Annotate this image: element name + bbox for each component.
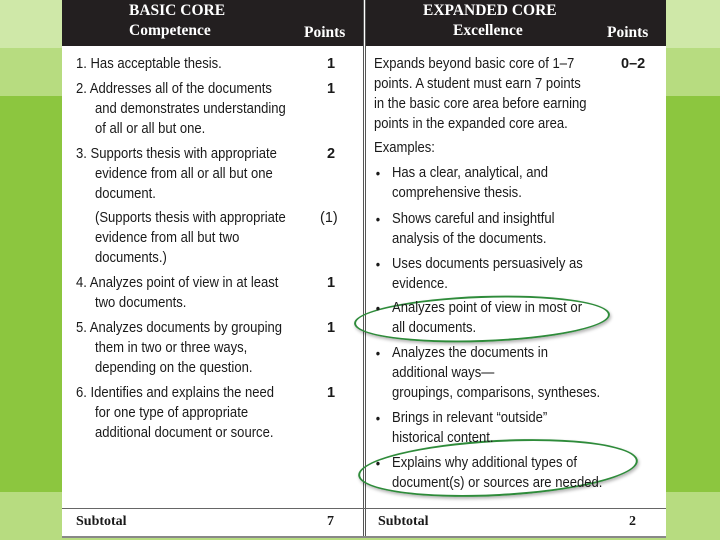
basic-item-text: evidence from all but two [95,230,240,246]
basic-item-text: 6. Identifies and explains the need [76,385,275,401]
examples-label: Examples: [374,140,435,156]
basic-subtotal-label: Subtotal [76,514,127,529]
basic-item-text: document. [95,186,156,202]
expanded-bullet-text: • Has a clear, analytical, and [392,163,548,183]
basic-subtotal-value: 7 [327,514,334,529]
basic-core-header [62,0,363,46]
expanded-bullet-text: comprehensive thesis. [392,185,522,201]
basic-item-text: and demonstrates understanding [95,101,286,117]
expanded-subtotal-label: Subtotal [378,514,429,529]
expanded-bullet-text: • Analyzes point of view in most or [392,298,582,318]
basic-item-text: them in two or three ways, [95,340,248,356]
basic-core-subtitle: Competence [129,22,211,39]
basic-item-text: 5. Analyzes documents by grouping [76,320,283,336]
basic-item-text: 3. Supports thesis with appropriate [76,146,277,162]
basic-item-text: 2. Addresses all of the documents [76,81,272,97]
expanded-bullet-text: document(s) or sources are needed. [392,475,603,491]
expanded-bullet-text: • Brings in relevant “outside” [392,408,547,428]
basic-item-points: 1 [327,320,336,336]
expanded-core-title: EXPANDED CORE [423,2,557,19]
expanded-core-subtitle: Excellence [453,22,523,39]
expanded-intro-text: in the basic core area before earning [374,96,587,112]
expanded-bullet-text: analysis of the documents. [392,231,547,247]
expanded-bullet-text: • Shows careful and insightful [392,209,555,229]
expanded-bullet-text: • Analyzes the documents in [392,343,548,363]
expanded-bullet-text: evidence. [392,276,448,292]
basic-points-header: Points [304,24,346,41]
expanded-intro-text: Expands beyond basic core of 1–7 [374,56,575,72]
basic-item-text: 4. Analyzes point of view in at least [76,275,279,291]
column-divider [363,0,364,538]
basic-item-text: of all or all but one. [95,121,206,137]
expanded-bullet-text: groupings, comparisons, syntheses. [392,385,601,401]
basic-item-points: (1) [320,210,338,226]
expanded-core-header [366,0,666,46]
expanded-points-header: Points [607,24,649,41]
column-divider-2 [365,0,366,538]
basic-item-text: depending on the question. [95,360,253,376]
basic-item-text: additional document or source. [95,425,274,441]
expanded-points: 0–2 [621,56,646,72]
expanded-bullet-text: • Explains why additional types of [392,453,577,473]
basic-item-points: 1 [327,275,336,291]
basic-item-points: 2 [327,146,336,162]
basic-item-text: (Supports thesis with appropriate [95,210,286,226]
basic-item-text: 1. Has acceptable thesis. [76,56,222,72]
basic-item-text: documents.) [95,250,167,266]
expanded-bullet-text: all documents. [392,320,477,336]
expanded-bullet-text: • Uses documents persuasively as [392,254,583,274]
expanded-bullet-text: additional ways— [392,365,495,381]
basic-item-points: 1 [327,56,336,72]
expanded-intro-text: points. A student must earn 7 points [374,76,581,92]
basic-item-points: 1 [327,385,336,401]
basic-item-text: evidence from all or all but one [95,166,273,182]
subtotal-divider [62,508,666,509]
expanded-subtotal-value: 2 [629,514,636,529]
bottom-border [62,536,666,538]
basic-core-title: BASIC CORE [129,2,226,19]
rubric-table [62,0,666,538]
basic-item-points: 1 [327,81,336,97]
expanded-bullet-text: historical content. [392,430,494,446]
basic-item-text: two documents. [95,295,187,311]
basic-item-text: for one type of appropriate [95,405,249,421]
expanded-intro-text: points in the expanded core area. [374,116,568,132]
